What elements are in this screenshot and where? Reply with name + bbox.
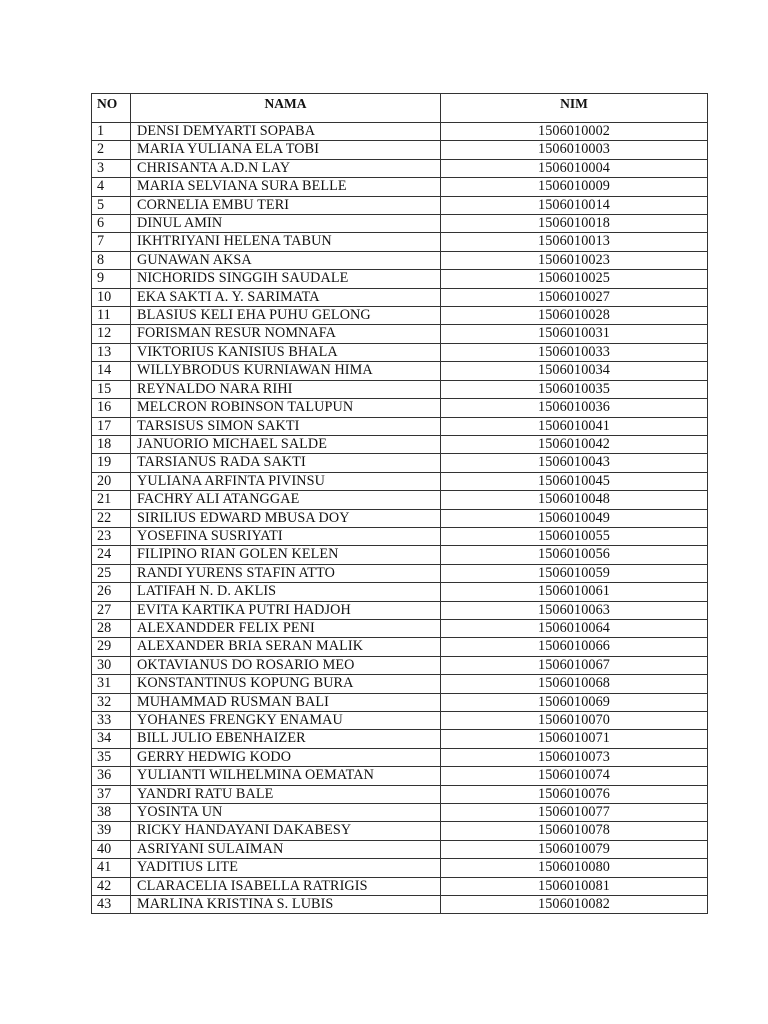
cell-nim: 1506010004: [441, 159, 708, 177]
cell-nama: KONSTANTINUS KOPUNG BURA: [131, 675, 441, 693]
cell-no: 10: [92, 288, 131, 306]
table-row: [92, 656, 708, 674]
cell-nama: YULIANTI WILHELMINA OEMATAN: [131, 767, 441, 785]
cell-nim: 1506010074: [441, 767, 708, 785]
cell-no: 31: [92, 675, 131, 693]
cell-no: 43: [92, 896, 131, 914]
cell-no: 40: [92, 840, 131, 858]
cell-nama: CHRISANTA A.D.N LAY: [131, 159, 441, 177]
cell-no: 24: [92, 546, 131, 564]
cell-nim: 1506010079: [441, 840, 708, 858]
table-row: [92, 399, 708, 417]
cell-nama: TARSIANUS RADA SAKTI: [131, 454, 441, 472]
cell-nama: TARSISUS SIMON SAKTI: [131, 417, 441, 435]
cell-nim: 1506010080: [441, 859, 708, 877]
table-row: [92, 380, 708, 398]
table-row: [92, 491, 708, 509]
table-row: [92, 748, 708, 766]
cell-no: 12: [92, 325, 131, 343]
cell-nama: REYNALDO NARA RIHI: [131, 380, 441, 398]
cell-no: 1: [92, 123, 131, 141]
table-row: [92, 435, 708, 453]
cell-nim: 1506010066: [441, 638, 708, 656]
cell-nim: 1506010023: [441, 251, 708, 269]
table-row: [92, 822, 708, 840]
cell-nim: 1506010081: [441, 877, 708, 895]
cell-nama: LATIFAH N. D. AKLIS: [131, 583, 441, 601]
cell-no: 2: [92, 141, 131, 159]
cell-nama: CLARACELIA ISABELLA RATRIGIS: [131, 877, 441, 895]
cell-nim: 1506010048: [441, 491, 708, 509]
cell-no: 20: [92, 472, 131, 490]
table-row: [92, 343, 708, 361]
cell-no: 41: [92, 859, 131, 877]
cell-no: 23: [92, 527, 131, 545]
cell-nim: 1506010071: [441, 730, 708, 748]
cell-no: 6: [92, 215, 131, 233]
cell-nim: 1506010078: [441, 822, 708, 840]
student-table: [91, 93, 708, 914]
cell-nim: 1506010018: [441, 215, 708, 233]
cell-nim: 1506010034: [441, 362, 708, 380]
table-row: [92, 362, 708, 380]
cell-nim: 1506010003: [441, 141, 708, 159]
cell-no: 16: [92, 399, 131, 417]
cell-nama: MELCRON ROBINSON TALUPUN: [131, 399, 441, 417]
cell-no: 29: [92, 638, 131, 656]
cell-nama: NICHORIDS SINGGIH SAUDALE: [131, 270, 441, 288]
cell-no: 25: [92, 564, 131, 582]
table-row: [92, 123, 708, 141]
table-header: [92, 94, 708, 123]
cell-no: 22: [92, 509, 131, 527]
cell-nim: 1506010076: [441, 785, 708, 803]
cell-nim: 1506010042: [441, 435, 708, 453]
cell-nama: ALEXANDDER FELIX PENI: [131, 619, 441, 637]
cell-nama: IKHTRIYANI HELENA TABUN: [131, 233, 441, 251]
table-row: [92, 527, 708, 545]
cell-no: 32: [92, 693, 131, 711]
cell-nim: 1506010043: [441, 454, 708, 472]
cell-nama: EVITA KARTIKA PUTRI HADJOH: [131, 601, 441, 619]
cell-nama: SIRILIUS EDWARD MBUSA DOY: [131, 509, 441, 527]
table-row: [92, 840, 708, 858]
table-row: [92, 564, 708, 582]
cell-nim: 1506010064: [441, 619, 708, 637]
cell-no: 36: [92, 767, 131, 785]
cell-nim: 1506010035: [441, 380, 708, 398]
cell-no: 34: [92, 730, 131, 748]
cell-nama: MUHAMMAD RUSMAN BALI: [131, 693, 441, 711]
cell-nim: 1506010077: [441, 804, 708, 822]
cell-no: 18: [92, 435, 131, 453]
cell-no: 8: [92, 251, 131, 269]
cell-nama: ASRIYANI SULAIMAN: [131, 840, 441, 858]
table-row: [92, 454, 708, 472]
table-row: [92, 877, 708, 895]
table-row: [92, 804, 708, 822]
table-row: [92, 215, 708, 233]
cell-no: 9: [92, 270, 131, 288]
cell-nama: MARIA YULIANA ELA TOBI: [131, 141, 441, 159]
cell-nim: 1506010025: [441, 270, 708, 288]
cell-no: 13: [92, 343, 131, 361]
table-row: [92, 546, 708, 564]
header-row: [92, 94, 708, 123]
cell-no: 15: [92, 380, 131, 398]
cell-nama: YULIANA ARFINTA PIVINSU: [131, 472, 441, 490]
cell-nama: YOSINTA UN: [131, 804, 441, 822]
cell-nama: DENSI DEMYARTI SOPABA: [131, 123, 441, 141]
cell-no: 4: [92, 178, 131, 196]
cell-no: 7: [92, 233, 131, 251]
table-row: [92, 601, 708, 619]
cell-nama: CORNELIA EMBU TERI: [131, 196, 441, 214]
table-row: [92, 619, 708, 637]
cell-nim: 1506010002: [441, 123, 708, 141]
table-row: [92, 712, 708, 730]
cell-nim: 1506010041: [441, 417, 708, 435]
table-row: [92, 730, 708, 748]
cell-nama: YOHANES FRENGKY ENAMAU: [131, 712, 441, 730]
cell-no: 3: [92, 159, 131, 177]
cell-nama: YANDRI RATU BALE: [131, 785, 441, 803]
table-row: [92, 472, 708, 490]
cell-nim: 1506010027: [441, 288, 708, 306]
table-row: [92, 288, 708, 306]
cell-nim: 1506010070: [441, 712, 708, 730]
table-row: [92, 859, 708, 877]
cell-no: 17: [92, 417, 131, 435]
cell-nama: RANDI YURENS STAFIN ATTO: [131, 564, 441, 582]
cell-no: 19: [92, 454, 131, 472]
cell-nama: WILLYBRODUS KURNIAWAN HIMA: [131, 362, 441, 380]
cell-no: 11: [92, 307, 131, 325]
cell-nama: MARIA SELVIANA SURA BELLE: [131, 178, 441, 196]
cell-nim: 1506010059: [441, 564, 708, 582]
cell-nim: 1506010073: [441, 748, 708, 766]
cell-nama: MARLINA KRISTINA S. LUBIS: [131, 896, 441, 914]
cell-nim: 1506010009: [441, 178, 708, 196]
table-row: [92, 159, 708, 177]
table-row: [92, 251, 708, 269]
table-row: [92, 270, 708, 288]
cell-nama: OKTAVIANUS DO ROSARIO MEO: [131, 656, 441, 674]
table-row: [92, 141, 708, 159]
cell-nim: 1506010049: [441, 509, 708, 527]
cell-nama: DINUL AMIN: [131, 215, 441, 233]
cell-nama: RICKY HANDAYANI DAKABESY: [131, 822, 441, 840]
header-nama: NAMA: [131, 94, 441, 123]
cell-no: 33: [92, 712, 131, 730]
cell-no: 28: [92, 619, 131, 637]
cell-nim: 1506010036: [441, 399, 708, 417]
header-nim: NIM: [441, 94, 708, 123]
cell-nim: 1506010063: [441, 601, 708, 619]
table-row: [92, 785, 708, 803]
cell-nama: FORISMAN RESUR NOMNAFA: [131, 325, 441, 343]
cell-nim: 1506010014: [441, 196, 708, 214]
cell-nama: JANUORIO MICHAEL SALDE: [131, 435, 441, 453]
table-body: [92, 123, 708, 914]
cell-no: 30: [92, 656, 131, 674]
table-row: [92, 233, 708, 251]
cell-no: 39: [92, 822, 131, 840]
table-row: [92, 693, 708, 711]
table-row: [92, 325, 708, 343]
cell-nim: 1506010068: [441, 675, 708, 693]
cell-nim: 1506010045: [441, 472, 708, 490]
cell-nim: 1506010082: [441, 896, 708, 914]
cell-nama: FILIPINO RIAN GOLEN KELEN: [131, 546, 441, 564]
cell-nama: YADITIUS LITE: [131, 859, 441, 877]
cell-nama: ALEXANDER BRIA SERAN MALIK: [131, 638, 441, 656]
cell-no: 14: [92, 362, 131, 380]
cell-nim: 1506010031: [441, 325, 708, 343]
cell-nim: 1506010067: [441, 656, 708, 674]
cell-nim: 1506010056: [441, 546, 708, 564]
table-row: [92, 307, 708, 325]
cell-nama: EKA SAKTI A. Y. SARIMATA: [131, 288, 441, 306]
table-row: [92, 417, 708, 435]
cell-nama: GERRY HEDWIG KODO: [131, 748, 441, 766]
header-no: NO: [92, 94, 131, 123]
cell-no: 38: [92, 804, 131, 822]
cell-no: 35: [92, 748, 131, 766]
table-row: [92, 767, 708, 785]
cell-nim: 1506010055: [441, 527, 708, 545]
cell-nama: YOSEFINA SUSRIYATI: [131, 527, 441, 545]
cell-no: 5: [92, 196, 131, 214]
cell-nim: 1506010061: [441, 583, 708, 601]
cell-nama: BLASIUS KELI EHA PUHU GELONG: [131, 307, 441, 325]
cell-nim: 1506010069: [441, 693, 708, 711]
cell-nama: FACHRY ALI ATANGGAE: [131, 491, 441, 509]
cell-nama: BILL JULIO EBENHAIZER: [131, 730, 441, 748]
cell-no: 42: [92, 877, 131, 895]
cell-no: 27: [92, 601, 131, 619]
table-row: [92, 675, 708, 693]
cell-no: 26: [92, 583, 131, 601]
table-row: [92, 196, 708, 214]
table-row: [92, 896, 708, 914]
table-row: [92, 509, 708, 527]
cell-nama: GUNAWAN AKSA: [131, 251, 441, 269]
table-row: [92, 583, 708, 601]
cell-no: 37: [92, 785, 131, 803]
table-row: [92, 638, 708, 656]
cell-nim: 1506010028: [441, 307, 708, 325]
cell-nim: 1506010013: [441, 233, 708, 251]
cell-no: 21: [92, 491, 131, 509]
cell-nim: 1506010033: [441, 343, 708, 361]
table-row: [92, 178, 708, 196]
cell-nama: VIKTORIUS KANISIUS BHALA: [131, 343, 441, 361]
